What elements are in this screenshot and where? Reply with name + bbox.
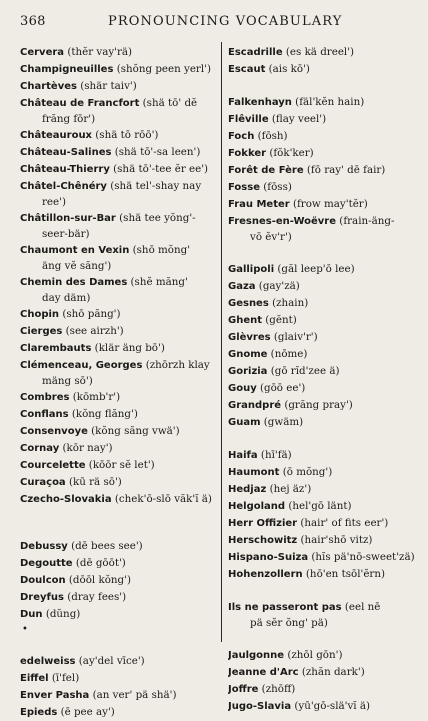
vocab-entry (20, 340, 215, 357)
vocab-entry (228, 363, 418, 380)
entry-headword: Conflans (20, 409, 69, 420)
vocab-entry (228, 549, 418, 566)
vocab-entry (20, 161, 215, 178)
entry-pronunciation: (frain-äng- (336, 215, 395, 227)
entry-pronunciation: (shĕ măng' (127, 276, 188, 288)
entry-pronunciation: (shä tō rōō') (92, 129, 159, 141)
entry-headword: Grandpré (228, 400, 282, 411)
vocab-entry (228, 179, 418, 196)
entry-pronunciation: (gĕnt) (262, 314, 297, 326)
vocab-entry (228, 312, 418, 329)
entry-pronunciation: (see airzh') (62, 325, 124, 337)
vocab-entry (20, 274, 215, 291)
entry-headword: Degoutte (20, 558, 73, 569)
entry-group (228, 447, 418, 583)
entry-headword: Escadrille (228, 47, 283, 58)
vocab-entry (228, 278, 418, 295)
entry-headword: Château-Salines (20, 147, 112, 158)
vocab-entry (20, 357, 215, 374)
entry-headword: Clémenceau, Georges (20, 360, 143, 371)
entry-headword: Jeanne d'Arc (228, 667, 299, 678)
entry-pronunciation: (glaiv'r') (270, 331, 318, 343)
vocab-entry (228, 698, 418, 715)
entry-pronunciation: (yū'gō-slä'vĭ ä) (291, 700, 371, 712)
entry-pronunciation: (ī'fel) (48, 672, 80, 684)
entry-headword: Forêt de Fère (228, 165, 304, 176)
entry-pronunciation: (fŏk'ker) (266, 147, 314, 159)
entry-pronunciation: (zhăn dark') (298, 666, 365, 678)
entry-pronunciation: (hair'shō vitz) (297, 534, 373, 546)
vocab-entry (20, 178, 215, 195)
entry-headword: Eiffel (20, 673, 49, 684)
vocab-entry (20, 704, 215, 721)
entry-pronunciation-continued: frăng fōr') (42, 113, 96, 125)
vocab-entry (228, 532, 418, 549)
entry-pronunciation: (kōmb'r') (69, 391, 121, 403)
vocab-entry (20, 44, 215, 61)
vocab-entry (20, 95, 215, 112)
entry-pronunciation: (ē pee ay') (57, 706, 115, 718)
entry-headword: Combres (20, 392, 70, 403)
entry-headword: Châtillon-sur-Bar (20, 213, 116, 224)
vocab-entry (228, 44, 418, 61)
vocab-entry (228, 414, 418, 431)
entry-headword: Dreyfus (20, 592, 64, 603)
vocab-entry (228, 329, 418, 346)
entry-headword: Fokker (228, 148, 267, 159)
vocab-entry (20, 491, 215, 508)
entry-headword: Courcelette (20, 460, 86, 471)
entry-headword: Dun (20, 609, 43, 620)
entry-headword: Gorizia (228, 366, 268, 377)
vocab-entry (20, 440, 215, 457)
vocab-entry (20, 242, 215, 259)
vocab-entry (228, 111, 418, 128)
entry-headword: Joffre (228, 684, 259, 695)
entry-pronunciation: (zhōff) (258, 683, 296, 695)
entry-pronunciation: (gwäm) (260, 416, 304, 428)
column-rule (221, 42, 222, 642)
vocab-entry (20, 474, 215, 491)
entry-headword: Hedjaz (228, 484, 267, 495)
entry-headword: Champigneuilles (20, 64, 114, 75)
entry-pronunciation-continued: ree') (42, 196, 66, 208)
entry-headword: Enver Pasha (20, 690, 90, 701)
vocab-entry (228, 128, 418, 145)
entry-group (228, 599, 418, 631)
entry-pronunciation: (grăng pray') (281, 399, 353, 411)
entry-pronunciation: (ais kō') (265, 63, 310, 75)
entry-pronunciation: (dē gōōt') (72, 557, 126, 569)
entry-pronunciation: (shŏng peen yerl') (113, 63, 211, 75)
vocab-entry (228, 664, 418, 681)
entry-headword: Gallipoli (228, 264, 275, 275)
entry-headword: Gesnes (228, 298, 269, 309)
entry-pronunciation: (hej äz') (266, 483, 312, 495)
vocab-entry (20, 144, 215, 161)
vocab-entry (228, 481, 418, 498)
vocab-entry (228, 94, 418, 111)
entry-pronunciation: (shä tō' dĕ (139, 97, 198, 109)
bullet-mark: • (22, 624, 28, 635)
vocab-entry (20, 653, 215, 670)
entry-pronunciation: (gōō ee') (256, 382, 306, 394)
entry-pronunciation: (shä tee yŏng'- (115, 212, 196, 224)
entry-pronunciation: (hō'en tsōl'ĕrn) (302, 568, 386, 580)
entry-pronunciation: (kŏng săng vwä') (87, 425, 180, 437)
entry-pronunciation: (flay veel') (268, 113, 327, 125)
entry-headword: Château de Francfort (20, 98, 140, 109)
entry-pronunciation: (dōōl kŏng') (65, 574, 131, 586)
running-title: PRONOUNCING VOCABULARY (108, 14, 343, 29)
entry-pronunciation: (eel nē (341, 601, 381, 613)
entry-pronunciation: (fäl'kĕn hain) (291, 96, 365, 108)
entry-group (228, 94, 418, 245)
entry-headword: Falkenhayn (228, 97, 292, 108)
entry-pronunciation: (ay'del vīce') (75, 655, 145, 667)
entry-headword: Doulcon (20, 575, 66, 586)
vocab-entry (228, 295, 418, 312)
vocab-entry (228, 681, 418, 698)
entry-pronunciation: (nōme) (267, 348, 308, 360)
vocab-entry (20, 306, 215, 323)
entry-headword: Czecho-Slovakia (20, 494, 112, 505)
entry-pronunciation: (kŏng flăng') (68, 408, 138, 420)
entry-headword: Flêville (228, 114, 269, 125)
entry-group (20, 653, 215, 721)
entry-pronunciation: (găl leep'ō lee) (274, 263, 355, 275)
vocab-entry (20, 78, 215, 95)
entry-headword: Herschowitz (228, 535, 298, 546)
entry-headword: Consenvoye (20, 426, 88, 437)
vocab-entry (228, 196, 418, 213)
entry-pronunciation: (shär taiv') (76, 80, 137, 92)
vocab-entry (20, 406, 215, 423)
entry-headword: Cierges (20, 326, 63, 337)
entry-pronunciation: (hel'gō länt) (285, 500, 352, 512)
vocab-entry (228, 213, 418, 230)
vocab-entry (20, 538, 215, 555)
entry-headword: Jaulgonne (228, 650, 285, 661)
entry-headword: Fosse (228, 182, 260, 193)
entry-pronunciation: (shä tō'-tee ĕr ee') (109, 163, 209, 175)
entry-pronunciation: (zhōrzh klay (142, 359, 210, 371)
entry-pronunciation-continued: pä sĕr ŏng' pä) (250, 617, 328, 629)
entry-headword: Chartèves (20, 81, 77, 92)
entry-pronunciation-continued: seer-bär) (42, 228, 90, 240)
vocab-entry (228, 261, 418, 278)
vocab-entry (228, 447, 418, 464)
entry-pronunciation: (ō mŏng') (279, 466, 333, 478)
entry-headword: edelweiss (20, 656, 76, 667)
entry-headword: Château-Thierry (20, 164, 110, 175)
entry-headword: Fresnes-en-Woëvre (228, 216, 337, 227)
vocab-entry (228, 145, 418, 162)
entry-headword: Châtel-Chênéry (20, 181, 107, 192)
vocabulary-columns (20, 44, 418, 718)
entry-headword: Guam (228, 417, 261, 428)
vocab-entry (228, 162, 418, 179)
entry-pronunciation-continued: day däm) (42, 292, 91, 304)
entry-pronunciation: (shä tō'-sa leen') (111, 146, 201, 158)
entry-headword: Gnome (228, 349, 268, 360)
entry-headword: Châteauroux (20, 130, 93, 141)
vocab-entry (228, 397, 418, 414)
entry-pronunciation: (dray fees') (63, 591, 127, 603)
entry-headword: Jugo-Slavia (228, 701, 292, 712)
entry-headword: Herr Offizier (228, 518, 298, 529)
vocab-entry (20, 589, 215, 606)
vocab-entry (228, 647, 418, 664)
entry-headword: Curaçoa (20, 477, 66, 488)
entry-pronunciation: (hĭs pä'nō-sweet'zä) (308, 551, 415, 563)
vocab-entry (228, 61, 418, 78)
entry-pronunciation: (an ver' pä shä') (89, 689, 177, 701)
entry-group (228, 261, 418, 431)
entry-pronunciation-continued: mäng sō') (42, 375, 93, 387)
entry-headword: Clarembauts (20, 343, 92, 354)
entry-pronunciation: (fōsh) (254, 130, 288, 142)
vocab-entry (20, 555, 215, 572)
entry-pronunciation: (es kä dreel') (282, 46, 355, 58)
entry-headword: Cervera (20, 47, 65, 58)
entry-headword: Glèvres (228, 332, 271, 343)
entry-pronunciation: (hair' of fits eer') (297, 517, 389, 529)
vocab-entry (228, 346, 418, 363)
entry-headword: Chaumont en Vexin (20, 245, 130, 256)
right-column (228, 44, 418, 715)
entry-headword: Hispano-Suiza (228, 552, 309, 563)
entry-group (228, 44, 418, 78)
vocab-entry (20, 572, 215, 589)
entry-headword: Hohenzollern (228, 569, 303, 580)
entry-pronunciation: (fōss) (259, 181, 292, 193)
page-number: 368 (20, 14, 46, 29)
entry-pronunciation-continued: äng vĕ săng') (42, 260, 112, 272)
vocab-entry (20, 389, 215, 406)
entry-pronunciation: (kū rä sō') (65, 476, 122, 488)
entry-pronunciation: (shä tel'-shay nay (106, 180, 202, 192)
entry-headword: Helgoland (228, 501, 286, 512)
entry-headword: Haifa (228, 450, 258, 461)
entry-pronunciation: (kōr nay') (59, 442, 113, 454)
entry-pronunciation: (zhōl gōn') (284, 649, 343, 661)
vocab-entry (228, 515, 418, 532)
entry-pronunciation: (shō păng') (59, 308, 121, 320)
entry-pronunciation: (dŭng) (42, 608, 81, 620)
vocab-entry (20, 457, 215, 474)
entry-pronunciation: (gō rĭd'zee ä) (267, 365, 340, 377)
entry-group (20, 538, 215, 623)
vocab-entry (20, 670, 215, 687)
vocab-entry (20, 423, 215, 440)
vocab-entry (20, 210, 215, 227)
vocab-entry (228, 498, 418, 515)
left-column (20, 44, 215, 721)
vocab-entry (228, 599, 418, 616)
entry-headword: Chopin (20, 309, 60, 320)
vocab-entry (20, 127, 215, 144)
entry-pronunciation: (gay'zä) (255, 280, 300, 292)
entry-headword: Debussy (20, 541, 68, 552)
vocab-entry (228, 566, 418, 583)
entry-headword: Escaut (228, 64, 266, 75)
page-header (20, 14, 418, 32)
entry-pronunciation-continued: vō ĕv'r') (250, 231, 292, 243)
entry-group (228, 647, 418, 715)
entry-pronunciation: (chek'ō-slō văk'ĭ ä) (111, 493, 212, 505)
entry-pronunciation: (thĕr vay'rä) (64, 46, 133, 58)
entry-pronunciation: (kōōr sĕ let') (85, 459, 155, 471)
entry-pronunciation: (frow may'tĕr) (289, 198, 368, 210)
entry-headword: Gaza (228, 281, 256, 292)
vocab-entry (20, 606, 215, 623)
entry-pronunciation: (zhain) (268, 297, 309, 309)
entry-headword: Foch (228, 131, 255, 142)
vocab-entry (228, 380, 418, 397)
entry-pronunciation: (shō mŏng' (129, 244, 191, 256)
vocab-entry (20, 61, 215, 78)
vocab-entry (228, 464, 418, 481)
entry-pronunciation: (klär äng bō') (91, 342, 165, 354)
entry-pronunciation: (fō ray' dē fair) (303, 164, 386, 176)
entry-pronunciation: (hī'fä) (257, 449, 292, 461)
entry-headword: Ils ne passeront pas (228, 602, 342, 613)
entry-headword: Haumont (228, 467, 280, 478)
entry-headword: Frau Meter (228, 199, 290, 210)
entry-group (20, 44, 215, 508)
entry-headword: Gouy (228, 383, 257, 394)
vocab-entry (20, 323, 215, 340)
entry-headword: Cornay (20, 443, 60, 454)
entry-pronunciation: (dē bees see') (67, 540, 143, 552)
entry-headword: Ghent (228, 315, 263, 326)
vocab-entry (20, 687, 215, 704)
entry-headword: Epieds (20, 707, 58, 718)
entry-headword: Chemin des Dames (20, 277, 128, 288)
